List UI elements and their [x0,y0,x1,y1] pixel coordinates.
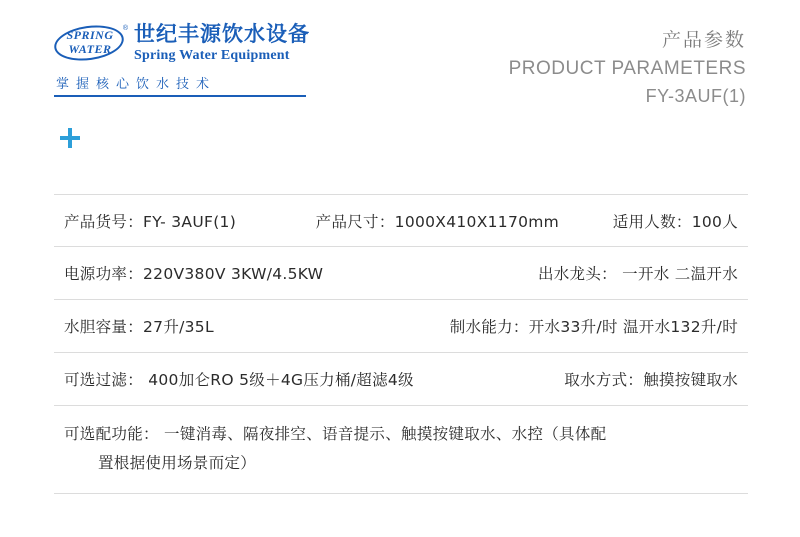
spec-optional-filter: 可选过滤： 400加仑RO 5级＋4G压力桶/超滤4级 [64,371,414,389]
brand-name-cn: 世纪丰源饮水设备 [134,22,310,46]
page-title-cn: 产品参数 [661,29,746,51]
spec-optional-functions-line2: 置根据使用场景而定） [98,453,257,472]
table-row [54,247,748,300]
product-model: FY-3AUF(1) [645,86,746,106]
page-header [0,0,800,110]
spec-faucets: 出水龙头： 一开水 二温开水 [537,265,738,283]
table-row [54,300,748,353]
brand-top-row [54,22,310,64]
table-row [54,194,748,247]
spec-optional-functions-line1: 可选配功能： 一键消毒、隔夜排空、语音提示、触摸按键取水、水控（具体配 [64,425,607,443]
plus-icon [60,128,80,148]
table-row [54,406,748,494]
registered-trademark-icon: ® [122,25,128,33]
brand-block [54,22,310,97]
table-row [54,353,748,406]
spec-product-code: 产品货号：FY- 3AUF(1) [64,212,237,231]
logo-text-line2: WATER [68,42,112,57]
brand-name-en: Spring Water Equipment [134,48,290,64]
page-title-block [509,22,746,110]
spec-water-making-capacity: 制水能力：开水33升/时 温开水132升/时 [449,318,738,336]
spec-applicable-people: 适用人数：100人 [612,212,738,231]
page-title-en: PRODUCT PARAMETERS [508,57,746,79]
product-spec-table [54,194,748,494]
brand-names [134,22,310,64]
spec-power: 电源功率：220V380V 3KW/4.5KW [64,265,324,283]
spec-optional-functions [64,420,606,477]
brand-slogan: 掌握核心饮水技术 [56,77,217,93]
spec-dispensing-method: 取水方式：触摸按键取水 [564,371,738,389]
brand-underline-divider [54,95,306,97]
spec-product-size: 产品尺寸：1000X410X1170mm [315,212,560,231]
spring-water-logo-icon [54,23,126,63]
spec-tank-capacity: 水胆容量：27升/35L [64,318,214,336]
logo-text-line1: SPRING [66,28,114,43]
